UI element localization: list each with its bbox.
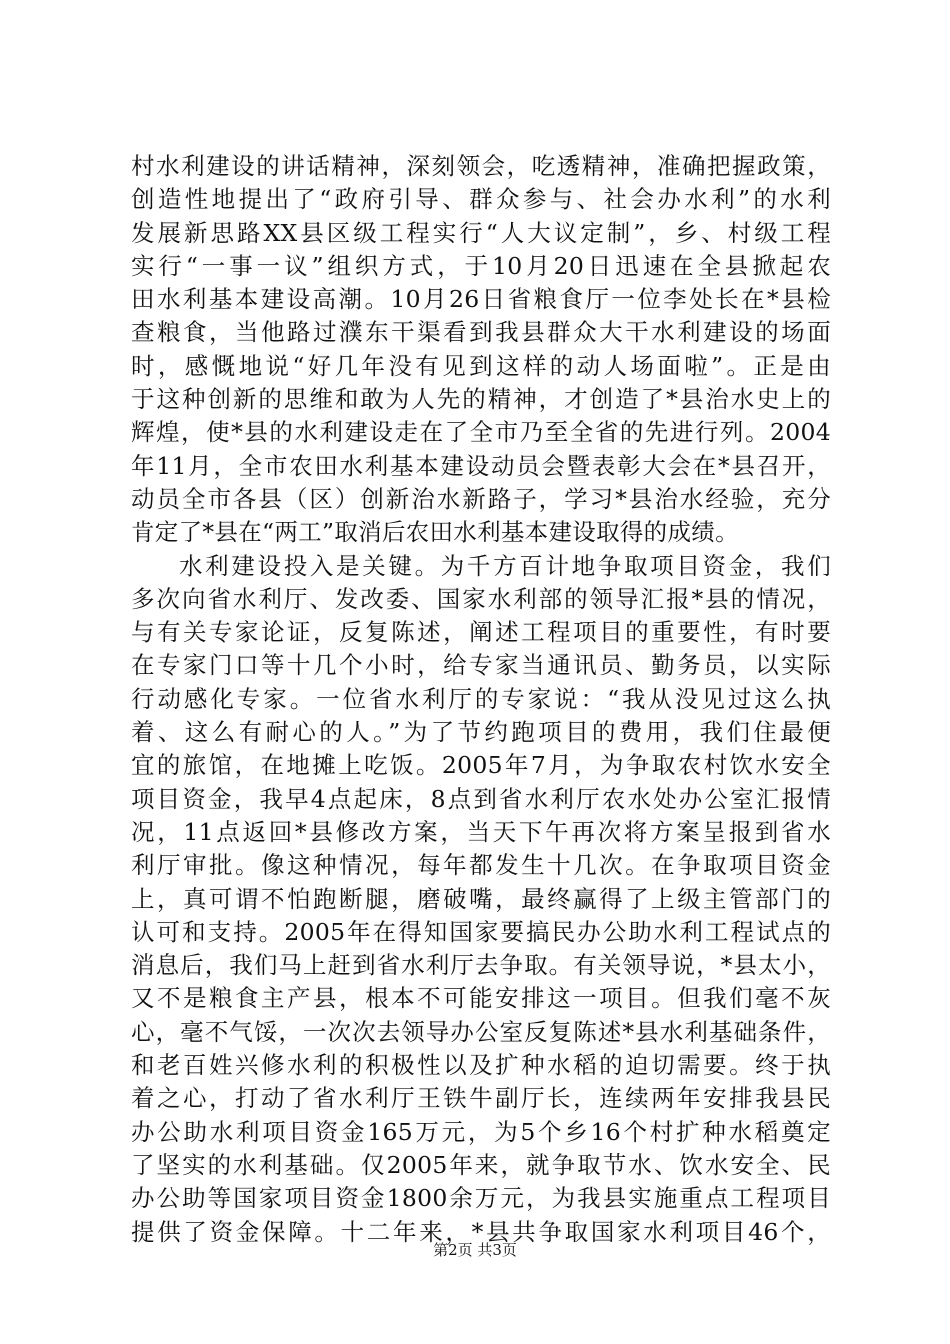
text-line: 上，真可谓不怕跑断腿，磨破嘴，最终赢得了上级主管部门的 [131, 884, 831, 913]
text-line: 利厅审批。像这种情况，每年都发生十几次。在争取项目资金 [131, 851, 831, 880]
text-line: 提供了资金保障。十二年来，*县共争取国家水利项目46个， [131, 1217, 831, 1246]
text-line: 实行“一事一议”组织方式，于10月20日迅速在全县掀起农 [131, 251, 831, 280]
text-line: 与有关专家论证，反复陈述，阐述工程项目的重要性，有时要 [131, 618, 831, 647]
text-line: 水利建设投入是关键。为千方百计地争取项目资金，我们 [179, 551, 831, 580]
text-line: 了坚实的水利基础。仅2005年来，就争取节水、饮水安全、民 [131, 1150, 831, 1179]
text-line: 创造性地提出了“政府引导、群众参与、社会办水利”的水利 [131, 185, 831, 214]
text-line: 认可和支持。2005年在得知国家要搞民办公助水利工程试点的 [131, 917, 831, 946]
text-line: 办公助水利项目资金165万元，为5个乡16个村扩种水稻奠定 [131, 1117, 831, 1146]
document-body [131, 150, 831, 1249]
text-line: 又不是粮食主产县，根本不可能安排这一项目。但我们毫不灰 [131, 984, 831, 1013]
text-line: 时，感慨地说“好几年没有见到这样的动人场面啦”。正是由 [131, 351, 831, 380]
text-line: 年11月，全市农田水利基本建设动员会暨表彰大会在*县召开， [131, 451, 831, 480]
text-line: 村水利建设的讲话精神，深刻领会，吃透精神，准确把握政策， [131, 152, 831, 180]
text-line: 心，毫不气馁，一次次去领导办公室反复陈述*县水利基础条件， [131, 1017, 831, 1046]
text-line: 办公助等国家项目资金1800余万元，为我县实施重点工程项目 [131, 1184, 831, 1213]
page-number-footer: 第2页 共3页 [433, 1241, 517, 1259]
text-line: 多次向省水利厅、发改委、国家水利部的领导汇报*县的情况， [131, 584, 831, 613]
text-line: 肯定了*县在“两工”取消后农田水利基本建设取得的成绩。 [131, 518, 739, 547]
text-line: 动员全市各县（区）创新治水新路子，学习*县治水经验，充分 [131, 484, 831, 513]
text-line: 着之心，打动了省水利厅王铁牛副厅长，连续两年安排我县民 [131, 1084, 831, 1113]
text-line: 查粮食，当他路过濮东干渠看到我县群众大干水利建设的场面 [131, 318, 831, 347]
paragraph-2 [131, 550, 831, 1249]
text-line: 在专家门口等十几个小时，给专家当通讯员、勤务员，以实际 [131, 651, 831, 680]
text-line: 辉煌，使*县的水利建设走在了全市乃至全省的先进行列。2004 [131, 418, 831, 447]
text-line: 发展新思路XX县区级工程实行“人大议定制”，乡、村级工程 [131, 218, 831, 247]
text-line: 消息后，我们马上赶到省水利厅去争取。有关领导说，*县太小， [131, 951, 831, 980]
text-line: 宜的旅馆，在地摊上吃饭。2005年7月，为争取农村饮水安全 [131, 751, 831, 780]
text-line: 行动感化专家。一位省水利厅的专家说：“我从没见过这么执 [131, 684, 831, 713]
text-line: 田水利基本建设高潮。10月26日省粮食厅一位李处长在*县检 [131, 285, 831, 314]
paragraph-1 [131, 150, 831, 550]
text-line: 着、这么有耐心的人。”为了节约跑项目的费用，我们住最便 [131, 718, 831, 747]
text-line: 况，11点返回*县修改方案，当天下午再次将方案呈报到省水 [131, 817, 831, 846]
text-line: 和老百姓兴修水利的积极性以及扩种水稻的迫切需要。终于执 [131, 1051, 831, 1080]
text-line: 项目资金，我早4点起床，8点到省水利厅农水处办公室汇报情 [131, 784, 831, 813]
text-line: 于这种创新的思维和敢为人先的精神，才创造了*县治水史上的 [131, 385, 831, 414]
